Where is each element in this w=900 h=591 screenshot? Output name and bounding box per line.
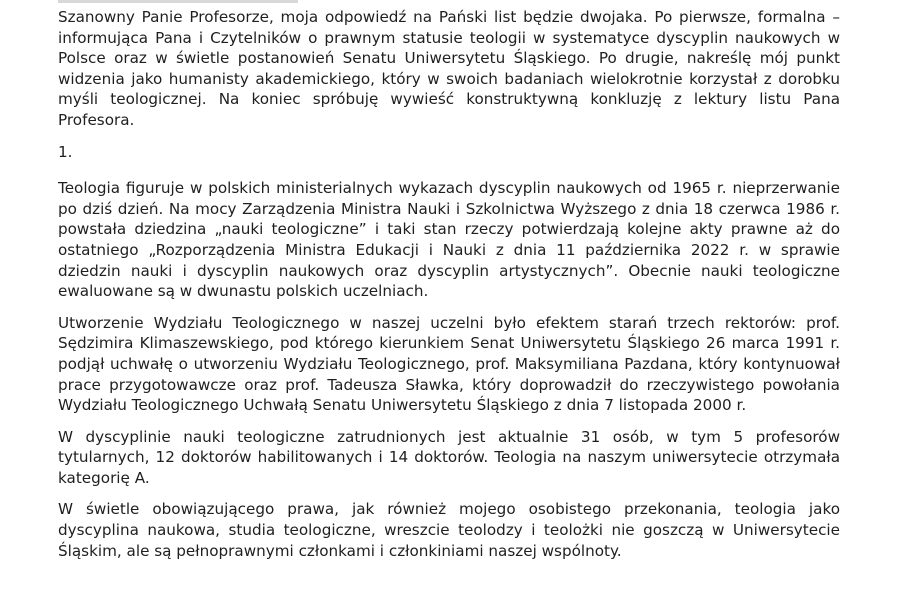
paragraph-theology-status: Teologia figuruje w polskich ministerialnych wykazach dyscyplin naukowych od 1965 r. nieprzerwanie po dziś dzień. Na mocy Zarządzenia Ministra Nauki i Szkolnictwa Wyższego z dnia 18 czerwca 1986 r. powstała dziedzina „nauki teologiczne” i taki stan rzeczy potwierdzają kolejne akty prawne aż do ostatniego „Rozporządzenia Ministra Edukacji i Nauki z dnia 11 października 2022 r. w sprawie dziedzin nauki i dyscyplin naukowych oraz dyscyplin artystycznych”. Obecnie nauki teologiczne ewaluowane są w dwunastu polskich uczelniach. <box>58 179 840 301</box>
article-body <box>58 7 840 572</box>
paragraph-intro: Szanowny Panie Profesorze, moja odpowiedź na Pański list będzie dwojaka. Po pierwsze, formalna – informująca Pana i Czytelników o prawnym statusie teologii w systematyce dyscyplin naukowych w Polsce oraz w świetle postanowień Senatu Uniwersytetu Śląskiego. Po drugie, nakreślę mój punkt widzenia jako humanisty akademickiego, który w swoich badaniach wielokrotnie korzystał z dorobku myśli teologicznej. Na koniec spróbuję wywieść konstruktywną konkluzję z lektury listu Pana Profesora. <box>58 8 840 129</box>
paragraph-faculty-history: Utworzenie Wydziału Teologicznego w naszej uczelni było efektem starań trzech rektorów: prof. Sędzimira Klimaszewskiego, pod którego kierunkiem Senat Uniwersytetu Śląskiego 26 marca 1991 r. podjął uchwałę o utworzeniu Wydziału Teologicznego, prof. Maksymiliana Pazdana, który kontynuował prace przygotowawcze oraz prof. Tadeusza Sławka, który doprowadził do rzeczywistego powołania Wydziału Teologicznego Uchwałą Senatu Uniwersytetu Śląskiego z dnia 7 listopada 2000 r. <box>58 313 840 415</box>
section-number: 1. <box>58 142 73 161</box>
paragraph-conclusion: W świetle obowiązującego prawa, jak również mojego osobistego przekonania, teologia jako dyscyplina naukowa, studia teologiczne, wreszcie teolodzy i teolożki nie goszczą w Uniwersytecie Śląskim, ale są pełnoprawnymi członkami i członkiniami naszej wspólnoty. <box>58 500 840 560</box>
cropped-text-fragment <box>58 0 298 3</box>
paragraph-staff: W dyscyplinie nauki teologiczne zatrudnionych jest aktualnie 31 osób, w tym 5 profesorów tytularnych, 12 doktorów habilitowanych i 14 doktorów. Teologia na naszym uniwersytecie otrzymała kategorię A. <box>58 427 840 487</box>
